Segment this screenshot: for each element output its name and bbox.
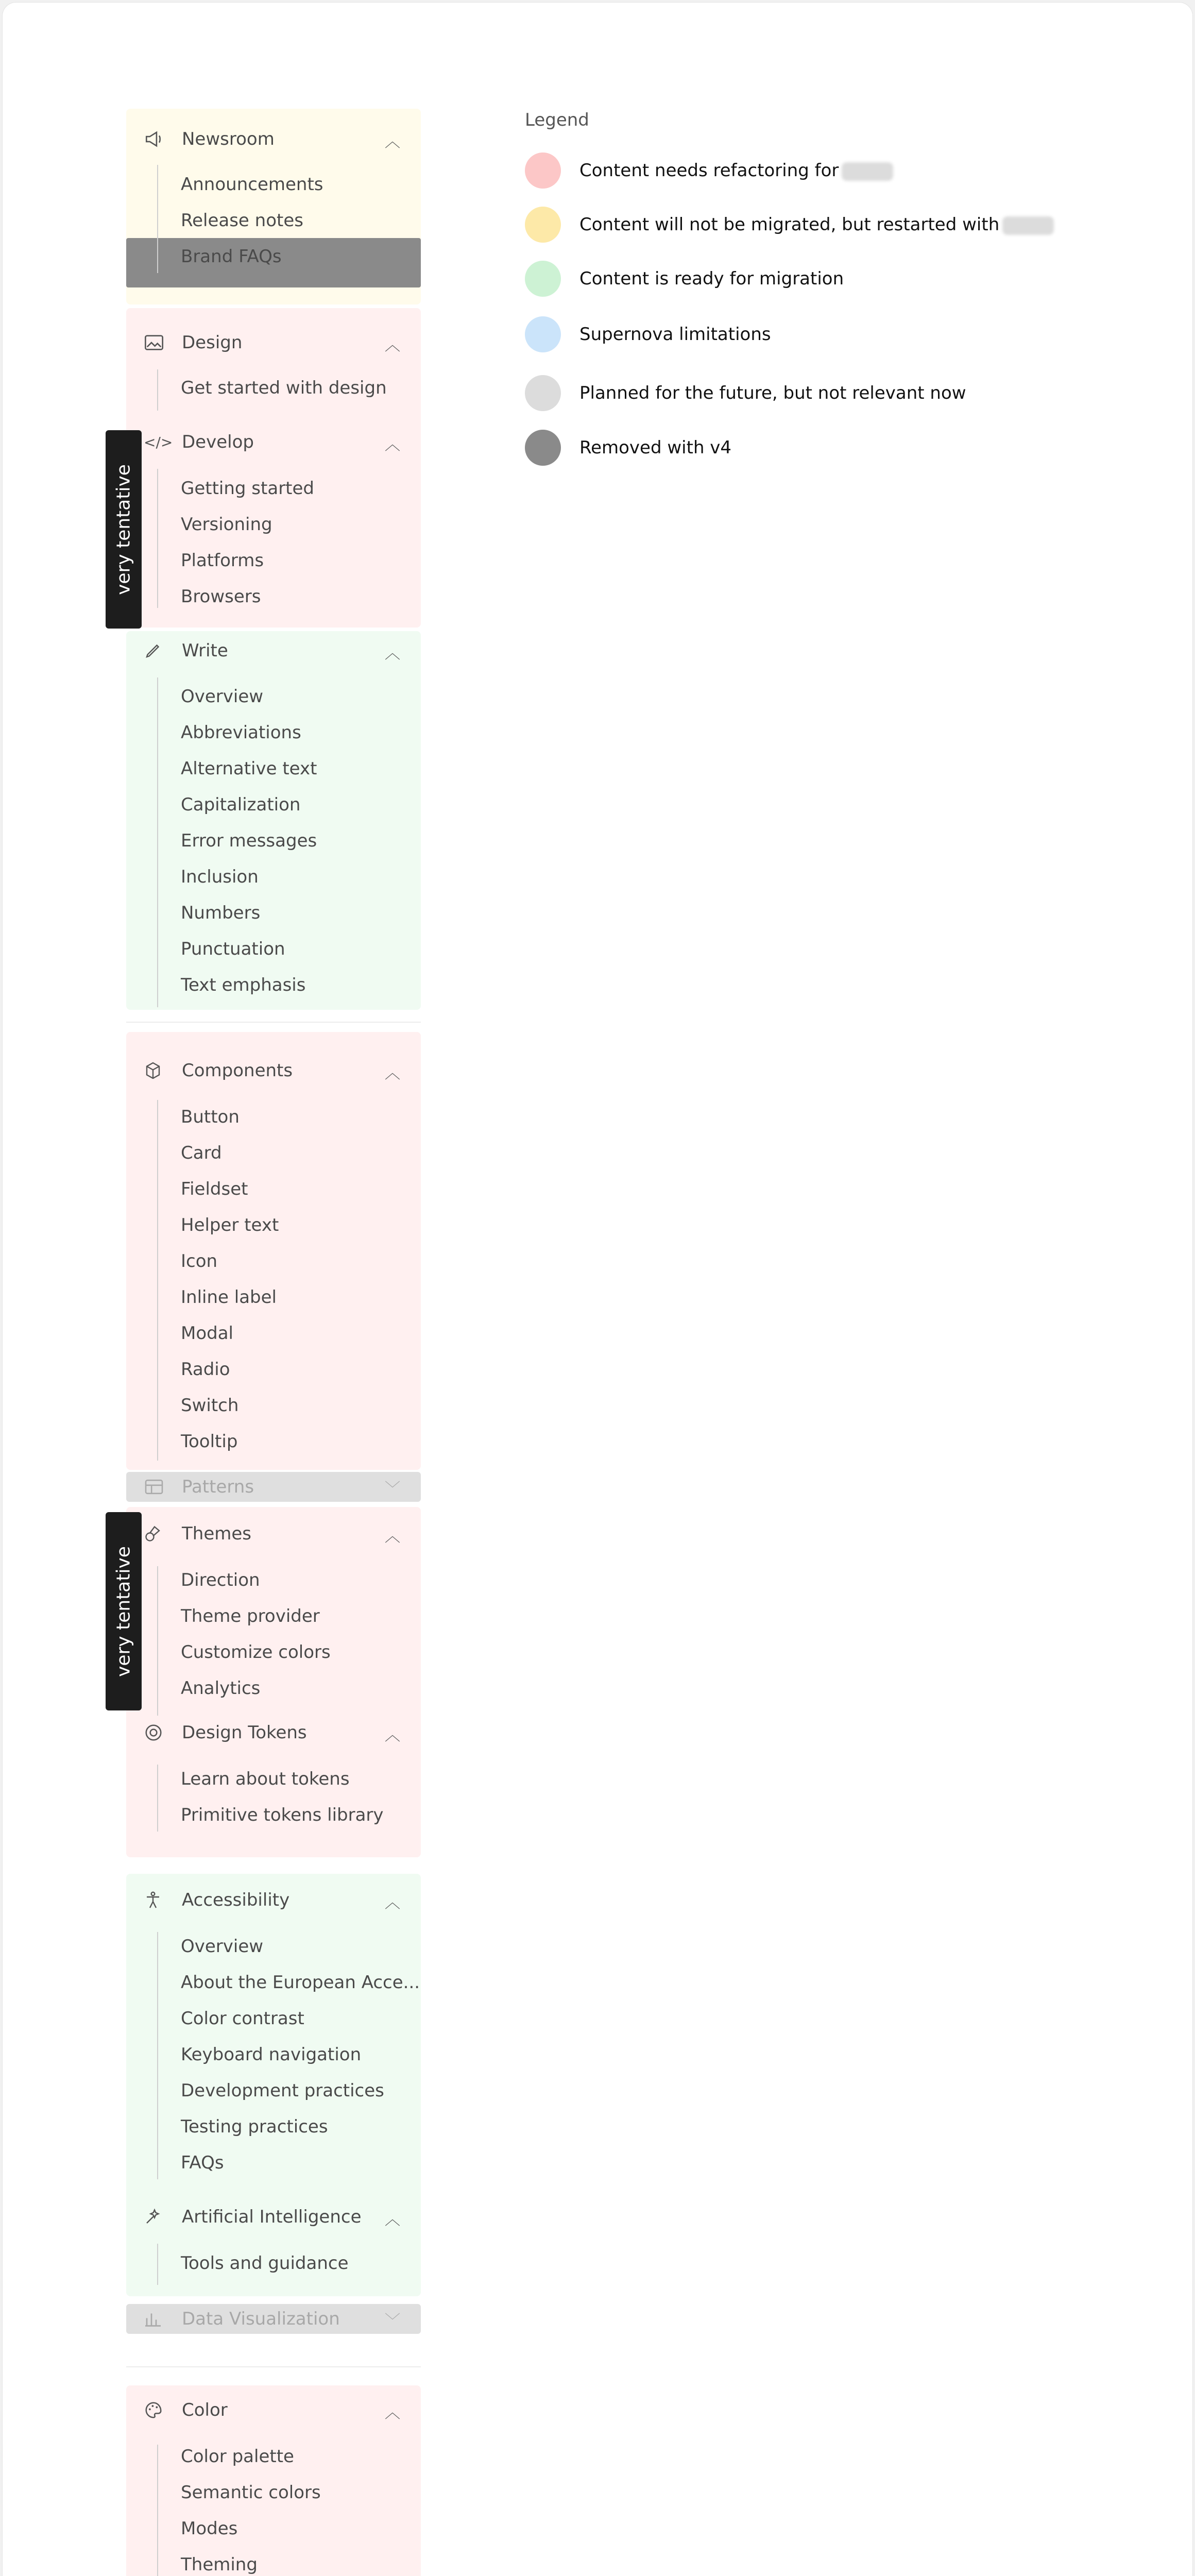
accessibility-icon: [144, 1890, 167, 1910]
nav-item[interactable]: Tooltip: [181, 1431, 238, 1452]
nav-header-design-tokens[interactable]: [126, 1722, 421, 1743]
nav-item[interactable]: Getting started: [181, 478, 315, 499]
code-icon: </>: [144, 433, 173, 451]
nav-header-label: Data Visualization: [182, 2309, 340, 2329]
nav-header-label: Color: [182, 2400, 228, 2420]
nav-header-label: Design: [182, 332, 243, 353]
nav-item[interactable]: Color contrast: [181, 2008, 304, 2029]
chevron-up-icon[interactable]: ︿: [385, 1064, 400, 1082]
tree-line: [157, 1765, 158, 1832]
nav-header-label: Develop: [182, 432, 254, 452]
megaphone-icon: [144, 129, 167, 149]
nav-header-label: Design Tokens: [182, 1722, 307, 1743]
nav-item[interactable]: Modal: [181, 1323, 233, 1344]
nav-item[interactable]: Abbreviations: [181, 722, 301, 743]
legend-swatch: [525, 261, 561, 297]
legend-swatch: [525, 375, 561, 411]
tree-line: [157, 469, 158, 608]
redacted-text: [842, 162, 893, 181]
tree-line: [157, 677, 158, 1007]
nav-item[interactable]: Platforms: [181, 550, 264, 571]
region-refactor-design-develop: [126, 308, 421, 628]
nav-item[interactable]: Theme provider: [181, 1606, 320, 1626]
nav-item[interactable]: Browsers: [181, 586, 261, 607]
nav-item[interactable]: Testing practices: [181, 2116, 328, 2137]
nav-header-newsroom[interactable]: [126, 129, 421, 149]
tentative-tag: [106, 430, 142, 629]
nav-item[interactable]: Get started with design: [181, 378, 387, 398]
nav-item[interactable]: Text emphasis: [181, 975, 306, 995]
tree-line: [157, 369, 158, 411]
nav-header-develop[interactable]: [126, 432, 421, 452]
legend-item: [525, 375, 966, 412]
chevron-up-icon[interactable]: ︿: [385, 436, 400, 454]
nav-item[interactable]: Inline label: [181, 1287, 277, 1308]
nav-item[interactable]: Semantic colors: [181, 2482, 321, 2503]
nav-item[interactable]: Capitalization: [181, 794, 301, 815]
tree-line: [157, 2244, 158, 2285]
nav-item[interactable]: Fieldset: [181, 1179, 248, 1199]
nav-item[interactable]: Tools and guidance: [181, 2253, 349, 2274]
legend-item: [525, 316, 771, 353]
nav-item[interactable]: Radio: [181, 1359, 230, 1380]
nav-item[interactable]: Release notes: [181, 210, 303, 231]
legend-label: Planned for the future, but not relevant now: [579, 383, 966, 403]
nav-item[interactable]: Error messages: [181, 831, 317, 851]
sparkle-icon: [144, 2207, 167, 2227]
legend-label: Content will not be migrated, but restarted with: [579, 214, 1000, 235]
legend-item: [525, 206, 1054, 243]
token-icon: [144, 1722, 167, 1743]
nav-item[interactable]: Color palette: [181, 2446, 294, 2467]
section-divider: [126, 1022, 421, 1023]
chevron-up-icon[interactable]: ︿: [385, 645, 400, 663]
nav-item[interactable]: Helper text: [181, 1215, 279, 1235]
region-refactor-components: [126, 1032, 421, 1470]
legend-label: Content needs refactoring for: [579, 160, 839, 181]
tentative-tag-label: very tentative: [113, 464, 134, 595]
legend-swatch: [525, 207, 561, 243]
nav-item[interactable]: Button: [181, 1107, 240, 1127]
nav-header-label: Write: [182, 640, 228, 661]
nav-item[interactable]: Overview: [181, 686, 264, 707]
nav-header-artificial-intelligence[interactable]: [126, 2207, 421, 2227]
nav-item[interactable]: Primitive tokens library: [181, 1805, 384, 1825]
nav-header-themes[interactable]: [126, 1523, 421, 1544]
nav-item[interactable]: Inclusion: [181, 867, 259, 887]
chevron-up-icon[interactable]: ︿: [385, 1726, 400, 1744]
nav-item[interactable]: Announcements: [181, 174, 323, 195]
legend-item: [525, 429, 731, 466]
legend-label: Content is ready for migration: [579, 268, 844, 289]
nav-header-components[interactable]: [126, 1060, 421, 1081]
nav-item[interactable]: Overview: [181, 1936, 264, 1957]
nav-header-data-visualization[interactable]: [126, 2304, 421, 2334]
chevron-down-icon[interactable]: ﹀: [385, 1480, 400, 1498]
chevron-up-icon[interactable]: ︿: [385, 2404, 400, 2422]
legend-item: [525, 260, 844, 297]
nav-header-label: Accessibility: [182, 1890, 290, 1910]
tentative-tag-label: very tentative: [113, 1546, 134, 1677]
nav-item[interactable]: Analytics: [181, 1678, 261, 1699]
nav-header-label: Themes: [182, 1523, 251, 1544]
nav-item[interactable]: About the European Acce...: [181, 1972, 420, 1993]
chevron-up-icon[interactable]: ︿: [385, 1894, 400, 1912]
nav-header-label: Patterns: [182, 1477, 254, 1497]
legend-swatch: [525, 316, 561, 352]
nav-item[interactable]: Punctuation: [181, 939, 285, 959]
chevron-down-icon[interactable]: ﹀: [385, 2312, 400, 2330]
chevron-up-icon[interactable]: ︿: [385, 133, 400, 151]
nav-header-label: Newsroom: [182, 129, 275, 149]
nav-header-label: Artificial Intelligence: [182, 2207, 362, 2227]
bar-chart-icon: [144, 2309, 167, 2329]
legend-label: Removed with v4: [579, 437, 732, 458]
tree-line: [157, 1932, 158, 2179]
legend-label: Supernova limitations: [579, 324, 771, 345]
nav-item[interactable]: Modes: [181, 2518, 238, 2539]
swatch-icon: [144, 1523, 167, 1544]
nav-item[interactable]: Keyboard navigation: [181, 2044, 362, 2065]
nav-item[interactable]: Customize colors: [181, 1642, 331, 1663]
chevron-up-icon[interactable]: ︿: [385, 2211, 400, 2229]
nav-item[interactable]: Development practices: [181, 2080, 384, 2101]
cube-icon: [144, 1060, 167, 1081]
redacted-text: [1002, 216, 1054, 235]
nav-header-label: Components: [182, 1060, 293, 1081]
nav-item[interactable]: Card: [181, 1143, 222, 1163]
tree-line: [157, 1566, 158, 1716]
nav-item[interactable]: FAQs: [181, 2153, 224, 2173]
nav-item[interactable]: Brand FAQs: [181, 246, 282, 267]
nav-item[interactable]: Direction: [181, 1570, 260, 1590]
nav-item[interactable]: Theming: [181, 2554, 258, 2575]
nav-item[interactable]: Alternative text: [181, 758, 317, 779]
tentative-tag: [106, 1512, 142, 1710]
palette-icon: [144, 2400, 167, 2420]
tree-line: [157, 1100, 158, 1461]
legend-title: Legend: [525, 110, 589, 130]
layout-icon: [144, 1477, 167, 1497]
nav-item[interactable]: Learn about tokens: [181, 1769, 350, 1789]
nav-header-accessibility[interactable]: [126, 1890, 421, 1910]
legend-item: [525, 152, 893, 189]
legend-swatch: [525, 152, 561, 189]
tree-line: [157, 165, 158, 273]
chevron-up-icon[interactable]: ︿: [385, 336, 400, 354]
pencil-icon: [144, 640, 167, 661]
nav-header-patterns[interactable]: [126, 1472, 421, 1502]
nav-header-color[interactable]: [126, 2400, 421, 2420]
nav-item[interactable]: Switch: [181, 1395, 239, 1416]
tree-line: [157, 2445, 158, 2576]
image-icon: [144, 332, 167, 353]
nav-item[interactable]: Icon: [181, 1251, 218, 1272]
section-divider: [126, 2366, 421, 2367]
chevron-up-icon[interactable]: ︿: [385, 1528, 400, 1546]
nav-header-write[interactable]: [126, 640, 421, 661]
nav-header-design[interactable]: [126, 332, 421, 353]
legend-swatch: [525, 430, 561, 466]
nav-item[interactable]: Versioning: [181, 514, 272, 535]
nav-item[interactable]: Numbers: [181, 903, 261, 923]
